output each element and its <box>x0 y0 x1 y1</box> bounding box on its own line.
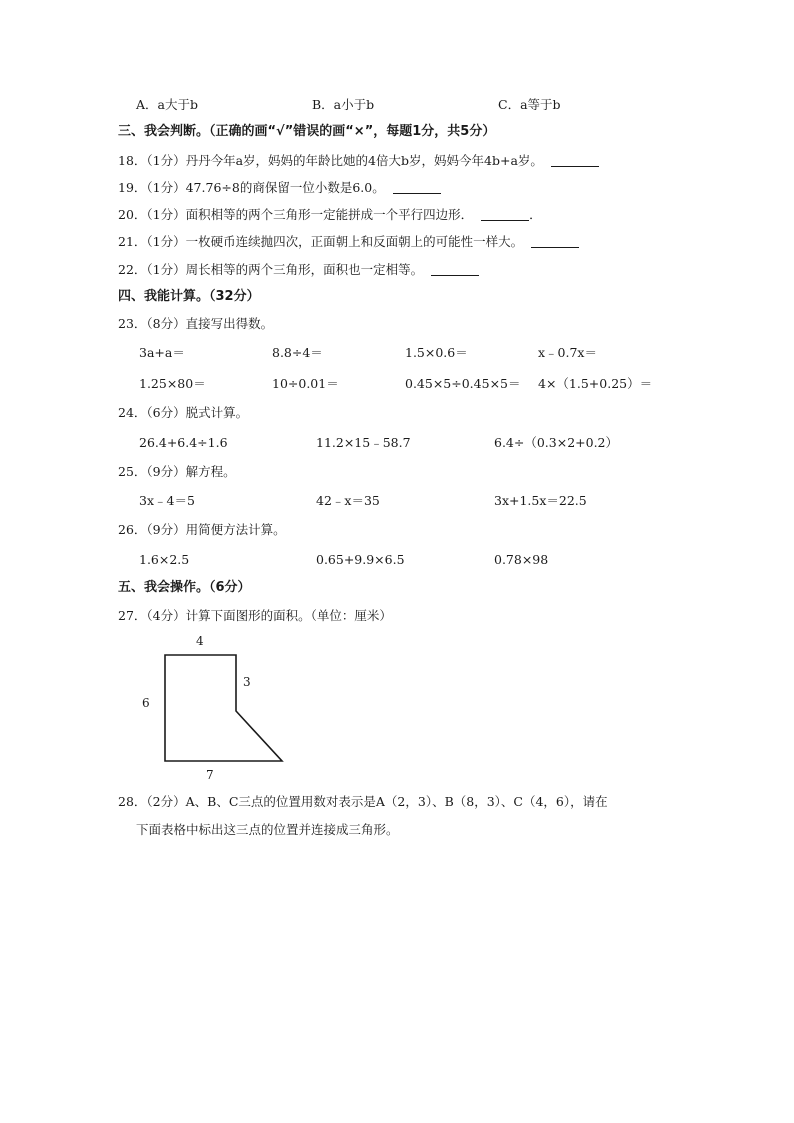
question-23-title: 23．（8分）直接写出得数。 <box>118 316 274 331</box>
answer-blank-22[interactable] <box>431 263 479 276</box>
q23-item: 1.5×0.6＝ <box>405 345 468 360</box>
question-18-text: 18．（1分）丹丹今年a岁，妈妈的年龄比她的4倍大b岁，妈妈今年4b+a岁。 <box>118 153 543 168</box>
q24-item: 6.4÷（0.3×2+0.2） <box>494 435 619 450</box>
label-right: 3 <box>243 675 251 689</box>
section4-heading: 四、我能计算。（32分） <box>118 289 260 304</box>
q24-item: 11.2×15﹣58.7 <box>316 435 411 450</box>
question-28-line1: 28．（2分）A、B、C三点的位置用数对表示是A（2，3）、B（8，3）、C（4，6），请在 <box>118 794 608 809</box>
q17-option-b: B．a小于b <box>312 97 375 112</box>
q25-item: 3x﹣4＝5 <box>139 493 195 508</box>
q17-option-a: A．a大于b <box>136 97 198 112</box>
answer-blank-20[interactable] <box>481 208 529 221</box>
q23-item: 4×（1.5+0.25）＝ <box>538 376 653 391</box>
question-21 <box>118 234 579 250</box>
label-left: 6 <box>142 696 150 710</box>
q23-item: x﹣0.7x＝ <box>538 345 597 360</box>
question-24-title: 24．（6分）脱式计算。 <box>118 405 249 420</box>
section3-heading: 三、我会判断。（正确的画“√”错误的画“×”，每题1分，共5分） <box>118 124 496 139</box>
answer-blank-21[interactable] <box>531 235 579 248</box>
answer-blank-19[interactable] <box>393 181 441 194</box>
question-26-title: 26．（9分）用简便方法计算。 <box>118 522 286 537</box>
q25-item: 42﹣x＝35 <box>316 493 380 508</box>
question-20-text: 20．（1分）面积相等的两个三角形一定能拼成一个平行四边形． <box>118 207 474 222</box>
q23-item: 1.25×80＝ <box>139 376 206 391</box>
q25-item: 3x+1.5x＝22.5 <box>494 493 587 508</box>
question-21-text: 21．（1分）一枚硬币连续抛四次，正面朝上和反面朝上的可能性一样大。 <box>118 234 524 249</box>
question-22 <box>118 262 479 278</box>
question-28-line2: 下面表格中标出这三点的位置并连接成三角形。 <box>136 822 399 837</box>
label-bottom: 7 <box>206 768 214 782</box>
q23-item: 0.45×5÷0.45×5＝ <box>405 376 521 391</box>
label-top: 4 <box>196 634 204 648</box>
q24-item: 26.4+6.4÷1.6 <box>139 435 228 450</box>
question-18 <box>118 153 599 169</box>
q17-option-c: C．a等于b <box>498 97 561 112</box>
section5-heading: 五、我会操作。（6分） <box>118 580 251 595</box>
question-25-title: 25．（9分）解方程。 <box>118 464 236 479</box>
q23-item: 8.8÷4＝ <box>272 345 323 360</box>
q26-item: 1.6×2.5 <box>139 552 190 567</box>
q23-item: 3a+a＝ <box>139 345 185 360</box>
answer-blank-18[interactable] <box>551 154 599 167</box>
q26-item: 0.65+9.9×6.5 <box>316 552 405 567</box>
question-19-text: 19．（1分）47.76÷8的商保留一位小数是6.0。 <box>118 180 385 195</box>
question-20 <box>118 207 542 223</box>
question-27-title: 27．（4分）计算下面图形的面积。（单位：厘米） <box>118 608 392 623</box>
question-20-suffix: ． <box>529 207 542 222</box>
q26-item: 0.78×98 <box>494 552 549 567</box>
q23-item: 10÷0.01＝ <box>272 376 339 391</box>
question-22-text: 22．（1分）周长相等的两个三角形，面积也一定相等。 <box>118 262 424 277</box>
question-19 <box>118 180 441 196</box>
trapezoid-shape <box>165 655 282 761</box>
